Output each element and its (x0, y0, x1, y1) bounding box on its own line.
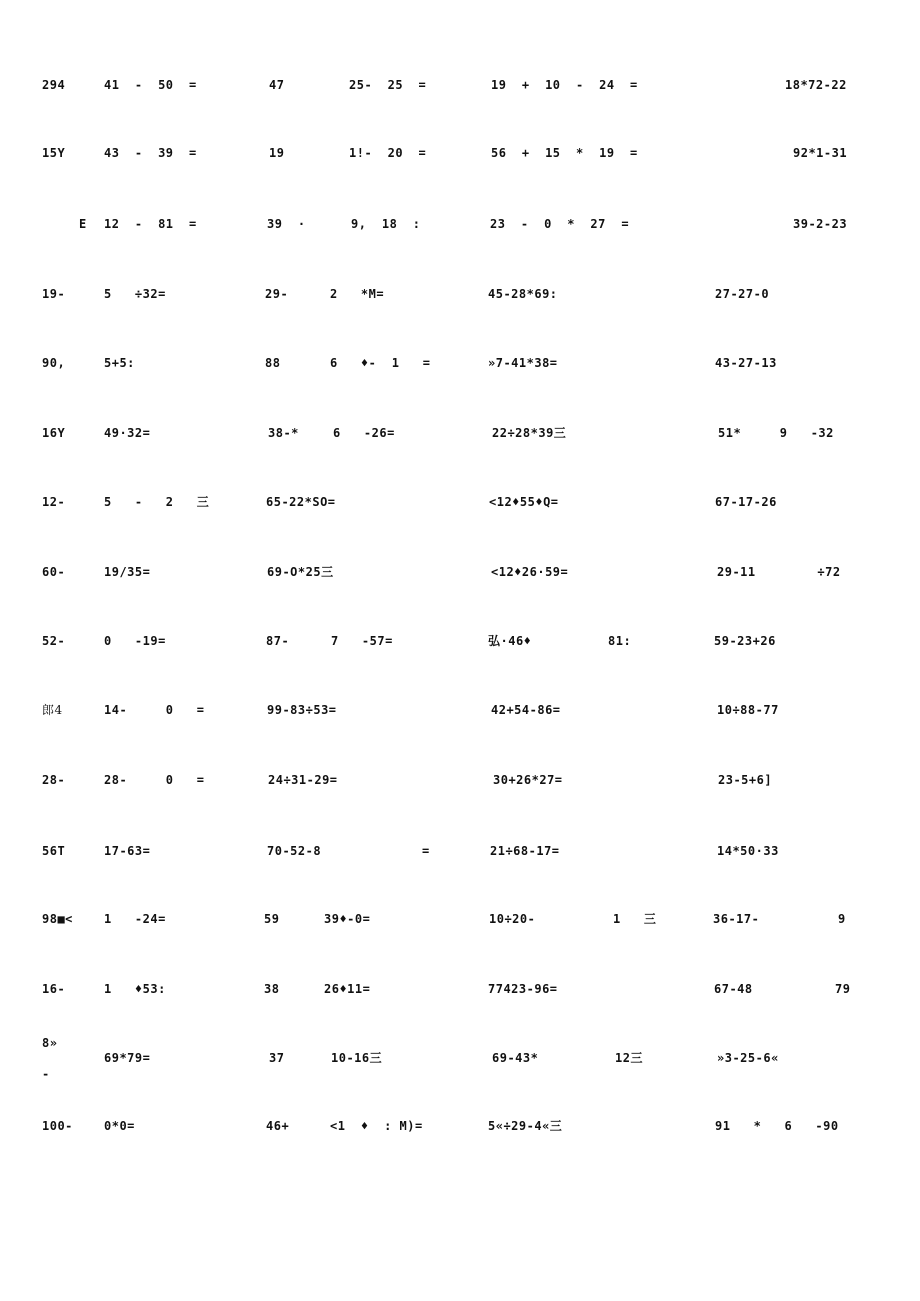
problem: 46+ (266, 1119, 290, 1133)
problem: 38-* (268, 426, 299, 440)
row-number: 98■< (42, 912, 73, 926)
problem: 6 ♦- 1 = (330, 356, 431, 370)
row-number: 100- (42, 1119, 73, 1133)
worksheet-row-12 (0, 844, 920, 874)
worksheet-row-6 (0, 426, 920, 456)
problem: 79 (835, 982, 851, 996)
row-number: 90, (42, 356, 66, 370)
problem: 27-27-0 (715, 287, 770, 301)
problem: 19/35= (104, 565, 151, 579)
problem: 1 -24= (104, 912, 166, 926)
problem: 30+26*27= (493, 773, 563, 787)
problem: 70-52-8 (267, 844, 322, 858)
problem: 67-17-26 (715, 495, 777, 509)
row-number: 52- (42, 634, 66, 648)
worksheet-row-10 (0, 703, 920, 733)
problem: 56 + 15 * 19 = (491, 146, 638, 160)
problem: 36-17- (713, 912, 760, 926)
problem: 65-22*SO= (266, 495, 336, 509)
row-number: 56T (42, 844, 66, 858)
problem: 5+5: (104, 356, 135, 370)
problem: 99-83÷53= (267, 703, 337, 717)
problem: 25- 25 = (349, 78, 427, 92)
row-number-dash: - (42, 1067, 50, 1081)
problem: 1 ♦53: (104, 982, 166, 996)
problem: 91 * 6 -90 (715, 1119, 839, 1133)
worksheet-row-2 (0, 146, 920, 176)
problem: 69-O*25三 (267, 565, 334, 579)
worksheet-row-4 (0, 287, 920, 317)
problem: 2 *M= (330, 287, 385, 301)
problem: 38 (264, 982, 280, 996)
problem: 12三 (615, 1051, 643, 1065)
worksheet-row-15 (0, 1036, 920, 1080)
row-number: 8» (42, 1036, 58, 1050)
problem: 9, 18 : (351, 217, 421, 231)
problem: 28- 0 = (104, 773, 205, 787)
problem: 43-27-13 (715, 356, 777, 370)
problem: 59 (264, 912, 280, 926)
problem: 39 · (267, 217, 306, 231)
problem: 21÷68-17= (490, 844, 560, 858)
problem: 87- (266, 634, 290, 648)
row-number: 16- (42, 982, 66, 996)
problem: 10÷88-77 (717, 703, 779, 717)
problem: = (422, 844, 430, 858)
worksheet-row-9 (0, 634, 920, 664)
problem: 59-23+26 (714, 634, 776, 648)
worksheet-row-14 (0, 982, 920, 1012)
problem: 17-63= (104, 844, 151, 858)
problem: 29-11 ÷72 (717, 565, 841, 579)
problem: 19 + 10 - 24 = (491, 78, 638, 92)
problem: 14*50·33 (717, 844, 779, 858)
problem: 12 - 81 = (104, 217, 197, 231)
worksheet-row-5 (0, 356, 920, 386)
problem: 29- (265, 287, 289, 301)
problem: 5«÷29-4«三 (488, 1119, 563, 1133)
worksheet-row-3 (0, 217, 920, 247)
problem: <12♦55♦Q= (489, 495, 559, 509)
row-number: 19- (42, 287, 66, 301)
problem: 42+54-86= (491, 703, 561, 717)
problem: 49·32= (104, 426, 151, 440)
problem: »7-41*38= (488, 356, 558, 370)
worksheet-row-8 (0, 565, 920, 595)
problem: 77423-96= (488, 982, 558, 996)
problem: 26♦11= (324, 982, 371, 996)
row-number: 28- (42, 773, 66, 787)
problem: 81: (608, 634, 632, 648)
row-number: 60- (42, 565, 66, 579)
problem: 69*79= (104, 1051, 151, 1065)
row-number: 郎4 (42, 703, 63, 717)
problem: 10-16三 (331, 1051, 383, 1065)
row-number: 16Y (42, 426, 66, 440)
problem: 51* 9 -32 (718, 426, 834, 440)
problem: 67-48 (714, 982, 753, 996)
problem: 1 三 (613, 912, 657, 926)
problem: 1!- 20 = (349, 146, 427, 160)
problem: 88 (265, 356, 281, 370)
problem: 9 (838, 912, 846, 926)
problem: 22÷28*39三 (492, 426, 567, 440)
row-number: 15Y (42, 146, 66, 160)
problem: 10÷20- (489, 912, 536, 926)
row-number: 294 (42, 78, 66, 92)
problem: 5 - 2 三 (104, 495, 210, 509)
problem: 5 ÷32= (104, 287, 166, 301)
worksheet-row-16 (0, 1119, 920, 1149)
problem: 19 (269, 146, 285, 160)
problem: 6 -26= (333, 426, 395, 440)
problem: »3-25-6« (717, 1051, 779, 1065)
problem: 37 (269, 1051, 285, 1065)
problem: 0*0= (104, 1119, 135, 1133)
problem: <1 ♦ : M)= (330, 1119, 423, 1133)
problem: 18*72-22 (785, 78, 847, 92)
problem: 弘·46♦ (488, 634, 532, 648)
worksheet-row-13 (0, 912, 920, 942)
row-number: E (79, 217, 87, 231)
problem: 92*1-31 (793, 146, 848, 160)
problem: 47 (269, 78, 285, 92)
worksheet-row-1 (0, 78, 920, 108)
row-number: 12- (42, 495, 66, 509)
problem: 0 -19= (104, 634, 166, 648)
problem: 41 - 50 = (104, 78, 197, 92)
problem: 39-2-23 (793, 217, 848, 231)
worksheet-row-7 (0, 495, 920, 525)
problem: 7 -57= (331, 634, 393, 648)
problem: 45-28*69: (488, 287, 558, 301)
problem: 69-43* (492, 1051, 539, 1065)
worksheet-row-11 (0, 773, 920, 803)
problem: 43 - 39 = (104, 146, 197, 160)
problem: <12♦26·59= (491, 565, 569, 579)
problem: 39♦-0= (324, 912, 371, 926)
problem: 24÷31-29= (268, 773, 338, 787)
problem: 23-5+6] (718, 773, 773, 787)
problem: 14- 0 = (104, 703, 205, 717)
problem: 23 - 0 * 27 = (490, 217, 630, 231)
